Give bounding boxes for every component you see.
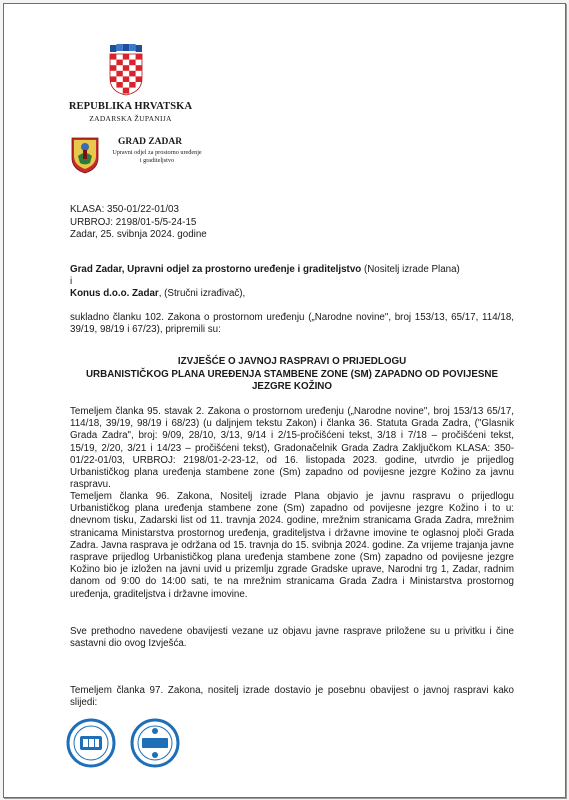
maker-line: [70, 288, 514, 300]
title-line-2: URBANISTIČKOG PLANA UREĐENJA STAMBENE ZONE (SM) ZAPADNO OD POVIJESNE: [85, 368, 499, 380]
title-line-3: JEZGRE KOŽINO: [251, 381, 333, 392]
paragraph-4: Temeljem članka 97. Zakona, nositelj izrade dostavio je posebnu obavijest o javnoj raspravi kako slijedi:: [70, 685, 514, 709]
intro-paragraph: sukladno članku 102. Zakona o prostornom uređenju („Narodne novine", broj 153/13, 65/17, 114/18, 39/19, 98/19 i 67/23), pripremili su:: [70, 312, 514, 336]
reference-block: [70, 204, 207, 242]
maker-role: , (Stručni izrađivač),: [158, 288, 246, 300]
croatian-coat-of-arms-icon: [108, 44, 144, 96]
paragraph-2: Temeljem članka 96. Zakona, Nositelj izrade Plana objavio je javnu raspravu o prijedlogu Urbanističkog plana uređenja stambene zone (Sm) zapadno od povijesne jezgre Kožino i to u: dnevnom tisku, Zadarski list od 11. travnja 2024. godine, mrežnim stranicama Grada Zadra, mrežnim stranicama Ministarstva prostornog uređenja, graditeljstva i državne imovine te oglasnoj ploči Grada Zadra. Javna rasprava je održana od 15. travnja do 15. svibnja 2024. godine. Za vrijeme trajanja javne rasprave prijedlog Urbanističkog plana uređenja stambene zone (Sm) zapadno od povijesne jezgre Kožino bio je izložen na javni uvid u prizemlju zgrade Gradske uprave, Narodni trg 1, Zadar, radnim danom od 9:00 do 14:00 sati, te na mrežnim stranicama Grada Zadra i Ministarstva prostornog uređenja, graditeljstva i državne imovine.: [70, 491, 514, 600]
holder-name: Grad Zadar, Upravni odjel za prostorno uređenje i graditeljstvo: [70, 264, 362, 275]
holder-role: (Nositelj izrade Plana): [361, 264, 460, 275]
quality-austria-certification-logo: [66, 718, 116, 768]
date-line: Zadar, 25. svibnja 2024. godine: [70, 229, 207, 240]
urbroj-line: URBROJ: 2198/01-5/5-24-15: [70, 216, 197, 228]
maker-name: Konus d.o.o. Zadar: [70, 288, 159, 300]
city-name: GRAD ZADAR: [118, 137, 183, 147]
republic-name: REPUBLIKA HRVATSKA: [68, 101, 193, 112]
title-line-1: IZVJEŠĆE O JAVNOJ RASPRAVI O PRIJEDLOGU: [177, 356, 407, 367]
conjunction: i: [70, 276, 73, 288]
parties-block: [70, 264, 514, 301]
county-name: ZADARSKA ŽUPANIJA: [89, 114, 172, 123]
holder-line: [70, 264, 514, 276]
department-line-2: i graditeljstvo: [139, 157, 175, 164]
document-title: [70, 356, 514, 394]
zadar-coat-of-arms-icon: [70, 136, 100, 174]
department-name: [107, 149, 207, 165]
paragraph-3: Sve prethodno navedene obavijesti vezane uz objavu javne rasprave priložene su u privitku i čine sastavni dio ovog Izvješća.: [70, 626, 514, 650]
paragraph-1: Temeljem članka 95. stavak 2. Zakona o prostornom uređenju („Narodne novine", broj 153/13 65/17, 114/18, 39/19, 98/19 i 68/23) (u daljnjem tekstu Zakon) i članka 36. Statuta Grada Zadra, ("Glasnik Grada Zadra", broj: 9/09, 28/10, 3/13, 9/14 i 2/15-pročišćeni tekst, 3/18 i 7/18 – pročišćeni tekst, 15/19, 2/20, 3/21 i 14/23 – pročišćeni tekst), Gradonačelnik Grada Zadra Zaključkom KLASA: 350-01/22-01/03, URBROJ: 2198/01-2-23-12, od 16. listopada 2023. godine, utvrdio je prijedlog Urbanističkog plana uređenja stambene zone (Sm) zapadno od povijesne jezgre Kožino za javnu raspravu.: [70, 406, 514, 491]
department-line-1: Upravni odjel za prostorno uređenje: [112, 149, 202, 156]
klasa-line: KLASA: 350-01/22-01/03: [70, 204, 179, 215]
iqnet-certified-system-logo: [130, 718, 180, 768]
document-page: [3, 3, 566, 798]
